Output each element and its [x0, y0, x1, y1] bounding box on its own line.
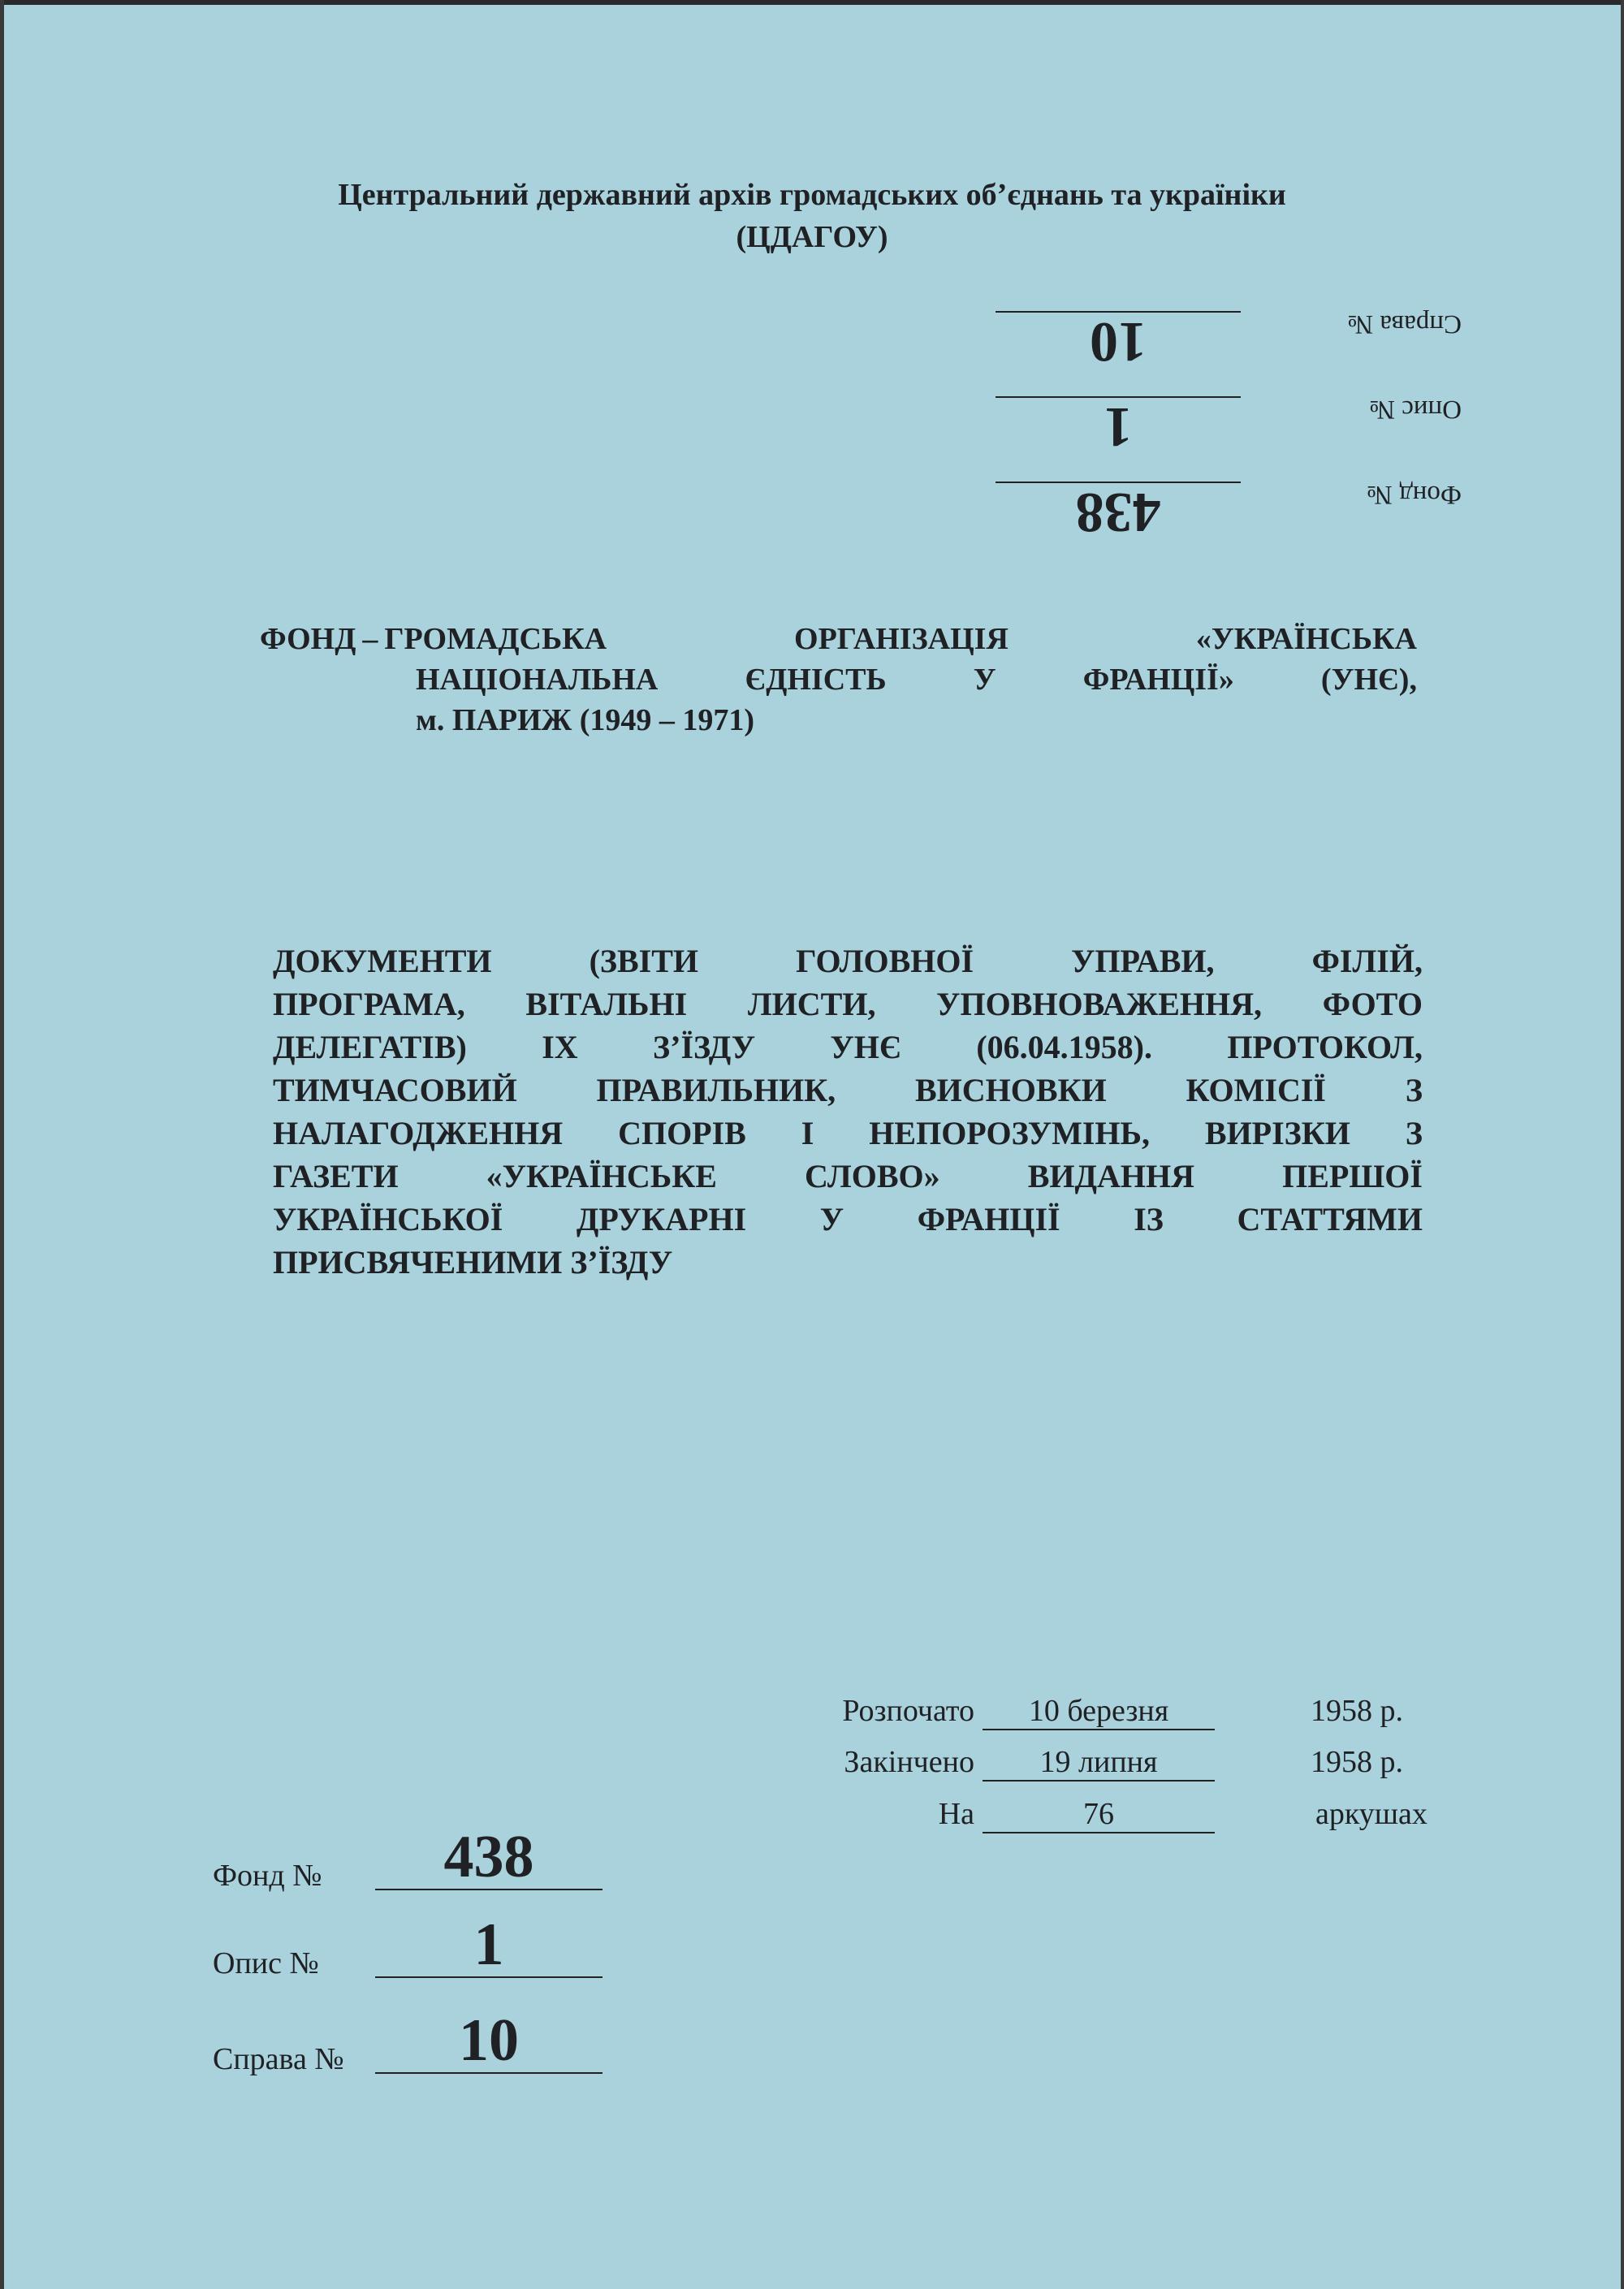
inverted-opys-value: 1 — [996, 396, 1241, 455]
fond-title-line-1 — [260, 621, 1417, 657]
description-last-line: ПРИСВЯЧЕНИМИ З’ЇЗДУ — [273, 1244, 673, 1281]
word: ОРГАНІЗАЦІЯ — [794, 622, 1009, 656]
word: ЛИСТИ, — [747, 986, 876, 1022]
word: УПРАВИ, — [1071, 943, 1215, 979]
word: З — [1405, 1072, 1423, 1108]
ended-year: 1958 р. — [1311, 1745, 1403, 1779]
word: ПЕРШОЇ — [1282, 1158, 1423, 1194]
inverted-opys-row — [999, 382, 1462, 458]
word: УКРАЇНСЬКОЇ — [273, 1201, 503, 1237]
word: ІЗ — [1134, 1201, 1164, 1237]
opys-value: 1 — [375, 1913, 603, 1978]
word: СПОРІВ — [618, 1115, 746, 1151]
started-year: 1958 р. — [1311, 1694, 1403, 1728]
word: ПРОГРАМА, — [273, 986, 465, 1022]
word: ДРУКАРНІ — [576, 1201, 747, 1237]
inverted-opys-label: Опис № — [1369, 395, 1462, 424]
word: У — [973, 663, 996, 697]
fond-dash: – — [362, 622, 378, 656]
word: ТИМЧАСОВИЙ — [273, 1072, 517, 1108]
word: ГАЗЕТИ — [273, 1158, 399, 1194]
started-label: Розпочато — [842, 1694, 974, 1728]
sheets-suffix: аркушах — [1315, 1797, 1427, 1831]
inverted-sprava-row — [999, 296, 1462, 373]
archive-name: Центральний державний архів громадських об’єднань та україніки — [338, 178, 1286, 212]
scan-border-right — [1621, 0, 1624, 2289]
inverted-sprava-value: 10 — [996, 311, 1241, 369]
word: УНЄ — [830, 1029, 902, 1065]
description-line — [273, 942, 1423, 980]
opys-label: Опис № — [213, 1946, 319, 1980]
description-line — [273, 1028, 1423, 1066]
word: УПОВНОВАЖЕННЯ, — [936, 986, 1263, 1022]
sprava-value: 10 — [375, 2009, 603, 2074]
word: НЕПОРОЗУМІНЬ, — [869, 1115, 1150, 1151]
word: ГОЛОВНОЇ — [796, 943, 974, 979]
inverted-reference-block — [999, 296, 1462, 543]
fond-title-line-2 — [416, 662, 1417, 697]
word: «УКРАЇНСЬКЕ — [486, 1158, 717, 1194]
fond-title-line-3: м. ПАРИЖ (1949 – 1971) — [416, 703, 755, 737]
word: ФІЛІЙ, — [1311, 943, 1423, 979]
word: ПРАВИЛЬНИК, — [596, 1072, 836, 1108]
fond-title-words-1 — [384, 621, 1417, 657]
sheets-label: На — [938, 1797, 974, 1831]
sprava-label: Справа № — [213, 2042, 344, 2076]
word: І — [801, 1115, 814, 1151]
word: ВИСНОВКИ — [914, 1072, 1107, 1108]
word: (06.04.1958). — [976, 1029, 1152, 1065]
scan-border-left — [0, 0, 4, 2289]
fond-prefix: ФОНД — [260, 622, 356, 656]
word: (УНЄ), — [1320, 663, 1417, 697]
description-line — [273, 985, 1423, 1023]
description-line — [273, 1200, 1423, 1238]
started-date: 10 березня — [983, 1693, 1215, 1730]
word: ЄДНІСТЬ — [745, 663, 887, 697]
word: ФОТО — [1322, 986, 1423, 1022]
word: ВИРІЗКИ — [1204, 1115, 1350, 1151]
word: ГРОМАДСЬКА — [384, 622, 607, 656]
word: З’ЇЗДУ — [653, 1029, 756, 1065]
word: ДЕЛЕГАТІВ) — [273, 1029, 467, 1065]
word: ВІТАЛЬНІ — [525, 986, 688, 1022]
word: ВИДАННЯ — [1027, 1158, 1195, 1194]
word: ФРАНЦІЇ — [917, 1201, 1060, 1237]
word: З — [1405, 1115, 1423, 1151]
scan-border-top — [0, 0, 1624, 5]
description-line — [273, 1114, 1423, 1152]
word: У — [819, 1201, 844, 1237]
description-line — [273, 1071, 1423, 1109]
word: СТАТТЯМИ — [1237, 1201, 1423, 1237]
ended-date: 19 липня — [983, 1744, 1215, 1782]
word: ДОКУМЕНТИ — [273, 943, 492, 979]
word: СЛОВО» — [805, 1158, 940, 1194]
word: «УКРАЇНСЬКА — [1195, 622, 1417, 656]
word: IX — [542, 1029, 578, 1065]
fond-label: Фонд № — [213, 1859, 322, 1893]
description-line — [273, 1157, 1423, 1195]
archive-abbreviation: (ЦДАГОУ) — [736, 220, 888, 254]
inverted-fond-row — [999, 467, 1462, 543]
inverted-fond-label: Фонд № — [1367, 480, 1462, 509]
word: ФРАНЦІЇ» — [1082, 663, 1234, 697]
word: НАЦІОНАЛЬНА — [416, 663, 659, 697]
word: (ЗВІТИ — [589, 943, 699, 979]
word: НАЛАГОДЖЕННЯ — [273, 1115, 564, 1151]
word: КОМІСІЇ — [1186, 1072, 1326, 1108]
fond-value: 438 — [375, 1825, 603, 1890]
sheets-count: 76 — [983, 1796, 1215, 1833]
word: ПРОТОКОЛ, — [1227, 1029, 1423, 1065]
inverted-sprava-label: Справа № — [1347, 309, 1462, 339]
inverted-fond-value: 438 — [996, 482, 1241, 540]
ended-label: Закінчено — [844, 1745, 974, 1779]
